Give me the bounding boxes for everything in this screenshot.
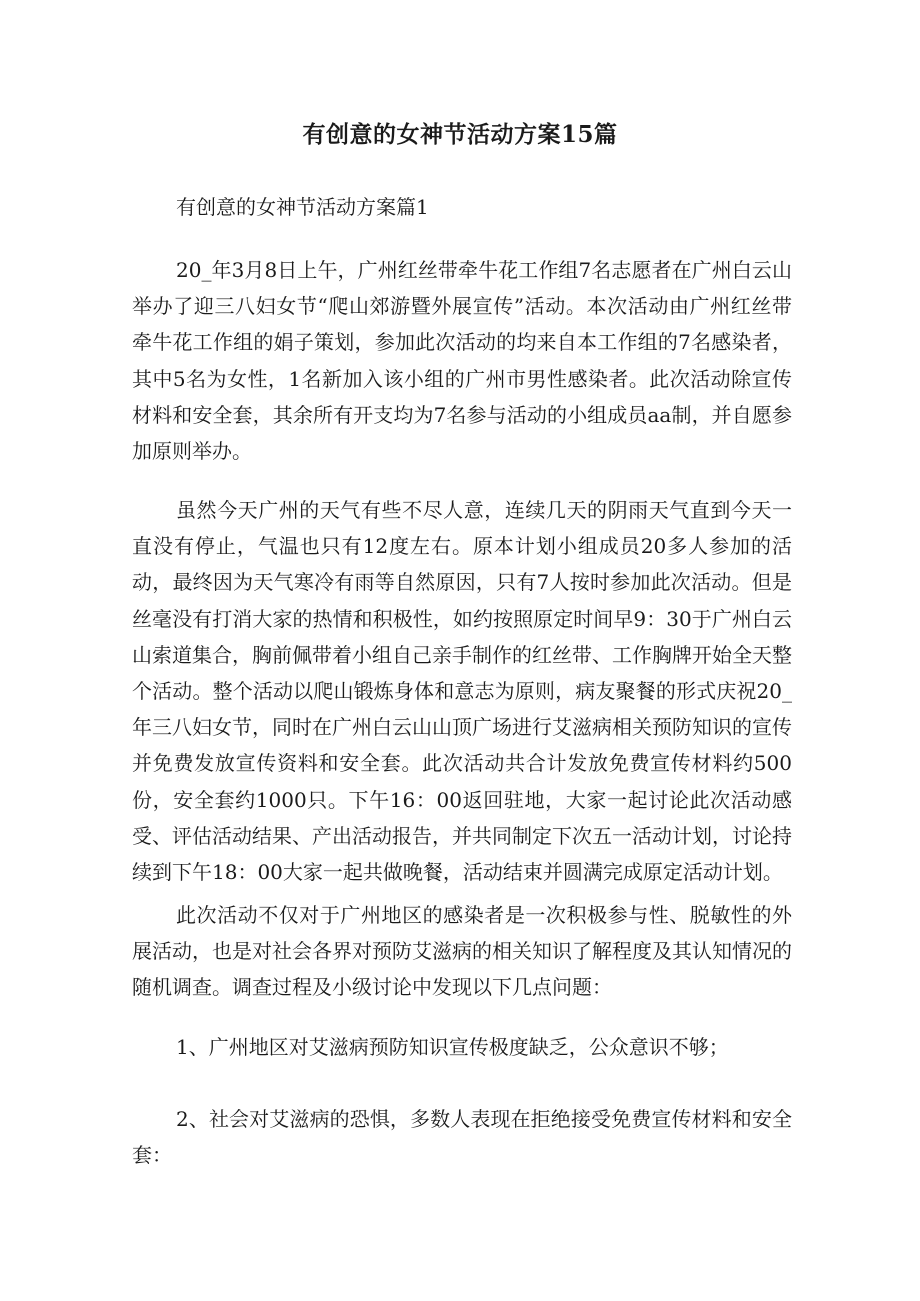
paragraph-1: 20_年3月8日上午，广州红丝带牵牛花工作组7名志愿者在广州白云山举办了迎三八妇女节“爬山郊游暨外展宣传”活动。本次活动由广州红丝带牵牛花工作组的娟子策划，参加此次活动的均来自本工作组的7名感染者，其中5名为女性，1名新加入该小组的广州市男性感染者。此次活动除宣传材料和安全套，其余所有开支均为7名参与活动的小组成员aa制，并自愿参加原则举办。 [132, 258, 792, 464]
paragraph-2: 虽然今天广州的天气有些不尽人意，连续几天的阴雨天气直到今天一直没有停止，气温也只有12度左右。原本计划小组成员20多人参加的活动，最终因为天气寒冷有雨等自然原因，只有7人按时参加此次活动。但是丝毫没有打消大家的热情和积极性，如约按照原定时间早9：30于广州白云山索道集合，胸前佩带着小组自己亲手制作的红丝带、工作胸牌开始全天整个活动。整个活动以爬山锻炼身体和意志为原则，病友聚餐的形式庆祝20_年三八妇女节，同时在广州白云山山顶广场进行艾滋病相关预防知识的宣传并免费发放宣传资料和安全套。此次活动共合计发放免费宣传材料约500份，安全套约1000只。下午16：00返回驻地，大家一起讨论此次活动感受、评估活动结果、产出活动报告，并共同制定下次五一活动计划，讨论持续到下午18：00大家一起共做晚餐，活动结束并圆满完成原定活动计划。 [132, 498, 792, 885]
paragraph-3: 此次活动不仅对于广州地区的感染者是一次积极参与性、脱敏性的外展活动，也是对社会各界对预防艾滋病的相关知识了解程度及其认知情况的随机调查。调查过程及小级讨论中发现以下几点问题： [132, 903, 792, 1000]
section-heading: 有创意的女神节活动方案篇1 [176, 195, 429, 219]
list-item-2: 2、社会对艾滋病的恐惧，多数人表现在拒绝接受免费宣传材料和安全套： [132, 1107, 792, 1168]
document-title: 有创意的女神节活动方案15篇 [302, 121, 618, 148]
list-item-1: 1、广州地区对艾滋病预防知识宣传极度缺乏，公众意识不够； [176, 1035, 729, 1059]
